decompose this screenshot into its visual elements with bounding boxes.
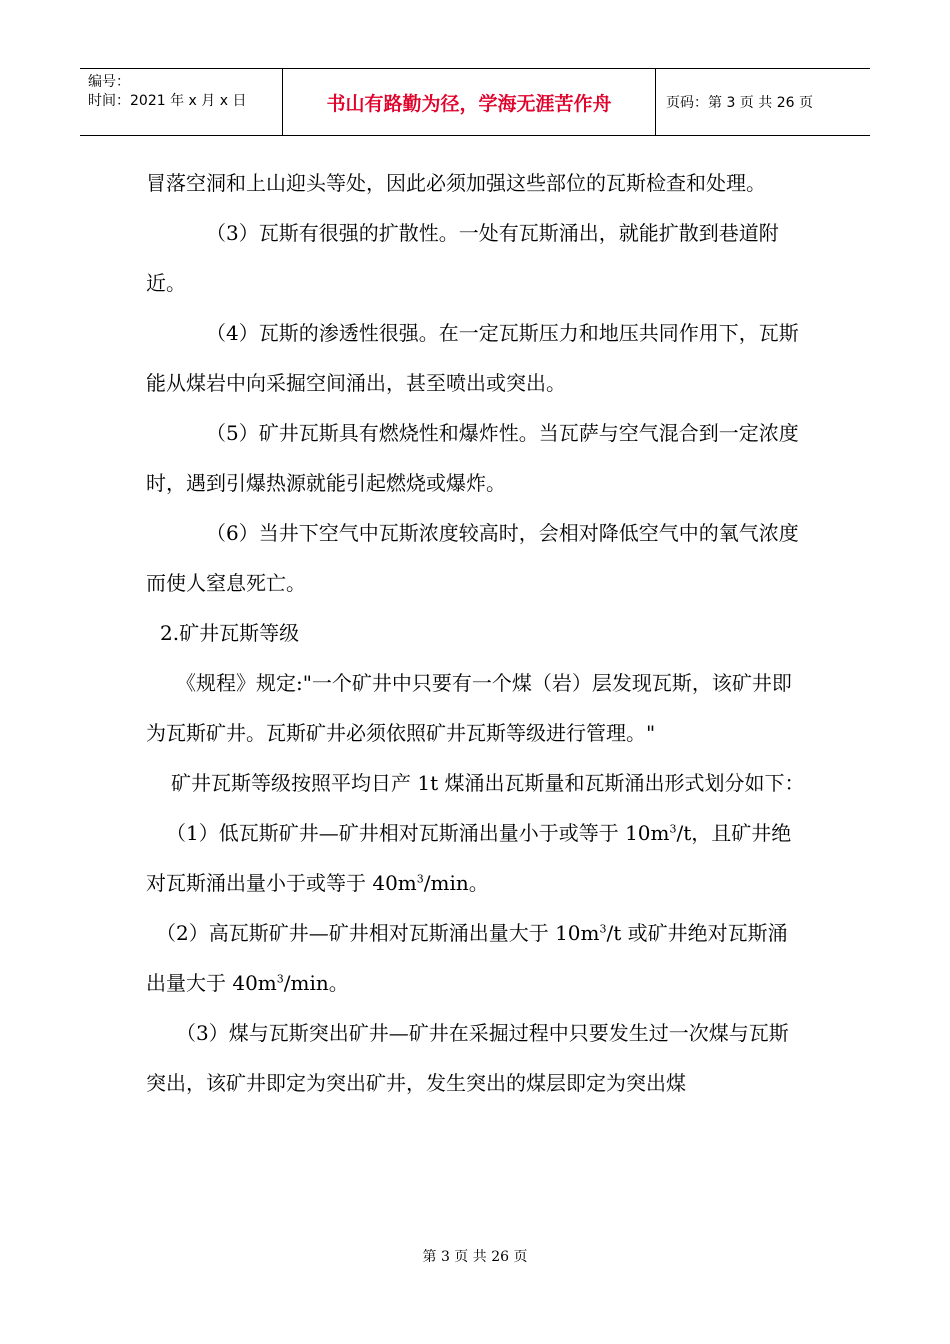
paragraph-7: 矿井瓦斯等级按照平均日产 1t 煤涌出瓦斯量和瓦斯涌出形式划分如下： <box>171 771 805 795</box>
header-meta <box>80 69 283 136</box>
paragraph-8 <box>146 808 806 908</box>
superscript: 3 <box>599 922 607 936</box>
paragraph-9-part-1: （2）高瓦斯矿井—矿井相对瓦斯涌出量大于 10m <box>156 921 600 945</box>
superscript: 3 <box>276 972 284 986</box>
header-motto: 书山有路勤为径，学海无涯苦作舟 <box>326 92 612 115</box>
document-header <box>80 68 870 136</box>
section-heading: 2.矿井瓦斯等级 <box>160 621 300 645</box>
paragraph-8-part-2: /t，且矿井绝对瓦斯涌出量小于或等于 40m <box>146 821 792 895</box>
paragraph-1: 冒落空洞和上山迎头等处，因此必须加强这些部位的瓦斯检查和处理。 <box>146 171 766 195</box>
paragraph-5: （6）当井下空气中瓦斯浓度较高时，会相对降低空气中的氧气浓度而使人窒息死亡。 <box>146 521 799 595</box>
paragraph-8-part-1: （1）低瓦斯矿井—矿井相对瓦斯涌出量小于或等于 10m <box>166 821 670 845</box>
page-footer: 第 3 页 共 26 页 <box>422 1249 528 1265</box>
paragraph-2: （3）瓦斯有很强的扩散性。一处有瓦斯涌出，就能扩散到巷道附近。 <box>146 221 779 295</box>
paragraph-9-part-3: /min。 <box>283 971 349 995</box>
superscript: 3 <box>416 872 424 886</box>
paragraph-9 <box>146 908 806 1008</box>
header-page-info: 页码：第 3 页 共 26 页 <box>656 69 871 136</box>
paragraph-6: 《规程》规定:"一个矿井中只要有一个煤（岩）层发现瓦斯，该矿井即为瓦斯矿井。瓦斯矿井必须依照矿井瓦斯等级进行管理。" <box>146 671 792 745</box>
paragraph-9-part-2: /t 或矿井绝对瓦斯涌出量大于 40m <box>146 921 788 995</box>
document-date: 时间：2021 年 x 月 x 日 <box>88 93 247 109</box>
paragraph-8-part-3: /min。 <box>423 871 489 895</box>
document-body <box>146 158 806 1108</box>
header-motto-cell <box>283 69 656 136</box>
paragraph-10: （3）煤与瓦斯突出矿井—矿井在采掘过程中只要发生过一次煤与瓦斯突出，该矿井即定为突出矿井，发生突出的煤层即定为突出煤 <box>146 1021 789 1095</box>
superscript: 3 <box>669 822 677 836</box>
paragraph-4: （5）矿井瓦斯具有燃烧性和爆炸性。当瓦萨与空气混合到一定浓度时，遇到引爆热源就能引起燃烧或爆炸。 <box>146 421 799 495</box>
paragraph-3: （4）瓦斯的渗透性很强。在一定瓦斯压力和地压共同作用下，瓦斯能从煤岩中向采掘空间涌出，甚至喷出或突出。 <box>146 321 799 395</box>
document-number-label: 编号： <box>88 74 130 90</box>
